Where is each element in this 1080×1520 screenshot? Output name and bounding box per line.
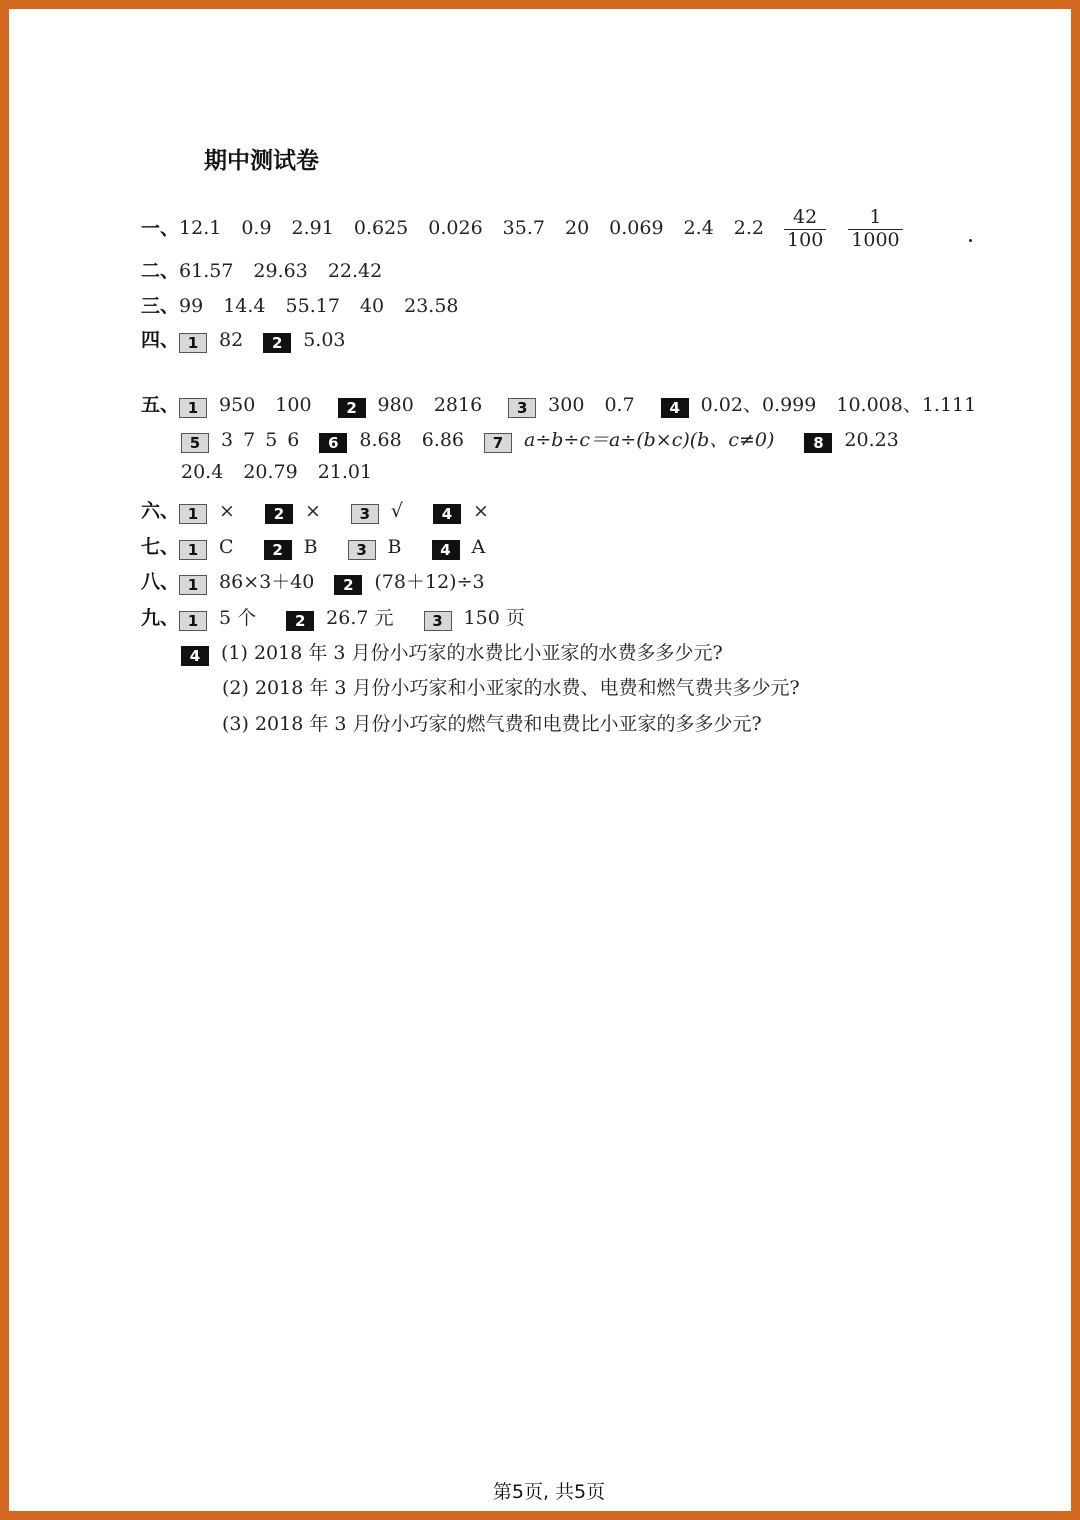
answer-value: 26.7 元: [326, 607, 394, 629]
question-number-badge: 1: [179, 575, 207, 595]
question-number-badge: 2: [263, 333, 291, 353]
page-footer: 第5页, 共5页: [492, 1481, 606, 1503]
answer-value: 29.63: [253, 260, 308, 282]
question-number-badge: 1: [179, 333, 207, 353]
answer-mark: ×: [219, 500, 235, 522]
question-number-badge: 2: [265, 504, 293, 524]
answer-value: 2816: [433, 394, 483, 416]
section-6: [141, 496, 509, 524]
stray-dot: [969, 239, 972, 242]
question-number-badge: 7: [484, 433, 512, 453]
answer-choice: B: [387, 536, 402, 558]
question-number-badge: 2: [286, 611, 314, 631]
section-label: 四、: [141, 329, 180, 351]
answer-value: 40: [359, 295, 385, 317]
answer-value: 8.68: [359, 429, 402, 451]
question-number-badge: 1: [179, 504, 207, 524]
answer-value: 0.026: [428, 217, 483, 240]
answer-value: 20.4: [181, 461, 224, 483]
answer-value: 6.86: [421, 429, 464, 451]
answer-value: 61.57: [179, 260, 234, 282]
answer-choice: C: [219, 536, 234, 558]
fraction: [784, 208, 826, 251]
section-1: [141, 208, 925, 251]
answer-value: 5 个: [219, 607, 257, 629]
question-text: (1) 2018 年 3 月份小巧家的水费比小亚家的水费多多少元?: [221, 642, 723, 664]
question-number-badge: 4: [432, 540, 460, 560]
answer-value: 3: [221, 429, 234, 451]
answer-value: 980: [377, 394, 414, 416]
answer-value: 20: [564, 217, 590, 240]
section-9-question-4-line-3: [222, 709, 762, 736]
question-number-badge: 4: [433, 504, 461, 524]
section-4: [141, 325, 366, 353]
question-text: (2) 2018 年 3 月份小巧家和小亚家的水费、电费和燃气费共多少元?: [222, 677, 800, 699]
answer-value: 20.23: [844, 429, 899, 451]
answer-value: 7: [243, 429, 256, 451]
section-5: [141, 390, 996, 418]
fraction-denominator: 1000: [851, 228, 900, 251]
answer-value: 14.4: [223, 295, 266, 317]
section-label: 八、: [141, 571, 180, 593]
answer-mark: ×: [304, 500, 321, 522]
question-number-badge: 2: [338, 398, 366, 418]
answer-expression: 86×3＋40: [219, 571, 315, 593]
question-number-badge: 6: [319, 433, 347, 453]
answer-value: 12.1: [179, 217, 222, 240]
page-title: 期中测试卷: [204, 148, 319, 174]
answer-value: 100: [275, 394, 312, 416]
answer-value: 0.02、0.999: [700, 394, 817, 416]
fraction-numerator: 42: [784, 208, 826, 230]
section-label: 五、: [141, 394, 180, 416]
section-9-question-4: [181, 638, 723, 666]
question-number-badge: 3: [351, 504, 379, 524]
answer-value: 150 页: [463, 607, 525, 629]
answer-value: 20.79: [243, 461, 298, 483]
section-label: 六、: [141, 500, 180, 522]
answer-value: 23.58: [404, 295, 459, 317]
answer-value: 22.42: [327, 260, 383, 282]
question-number-badge: 1: [179, 540, 207, 560]
section-label: 七、: [141, 536, 180, 558]
question-number-badge: 3: [508, 398, 536, 418]
answer-value: 6: [287, 429, 300, 451]
formula: a÷b÷c＝a÷(b×c)(b、c≠0): [524, 429, 775, 451]
section-3: [141, 291, 479, 318]
question-number-badge: 4: [181, 646, 209, 666]
answer-value: 82: [219, 329, 244, 351]
answer-value: 0.069: [609, 217, 664, 240]
question-number-badge: 3: [348, 540, 376, 560]
question-number-badge: 8: [804, 433, 832, 453]
answer-value: 300: [548, 394, 585, 416]
answer-value: 21.01: [317, 461, 373, 483]
answer-value: 99: [179, 295, 204, 317]
answer-value: 5: [265, 429, 278, 451]
fraction: [848, 208, 902, 251]
answer-value: 2.4: [683, 217, 714, 240]
answer-value: 0.7: [604, 394, 635, 416]
answer-value: 35.7: [502, 217, 545, 240]
question-number-badge: 2: [334, 575, 362, 595]
question-number-badge: 3: [424, 611, 452, 631]
section-label: 三、: [141, 295, 180, 317]
fraction-denominator: 100: [787, 228, 824, 251]
answer-value: 0.625: [353, 217, 409, 240]
answer-value: 5.03: [303, 329, 346, 351]
answer-expression: (78＋12)÷3: [374, 571, 485, 593]
answer-value: 10.008、1.111: [836, 394, 977, 416]
section-7: [141, 532, 505, 560]
section-label: 九、: [141, 607, 180, 629]
question-text: (3) 2018 年 3 月份小巧家的燃气费和电费比小亚家的多多少元?: [222, 713, 762, 735]
question-number-badge: 2: [264, 540, 292, 560]
answer-value: 2.2: [733, 217, 765, 240]
answer-mark: ×: [472, 500, 489, 522]
question-number-badge: 5: [181, 433, 209, 453]
section-label: 一、: [141, 217, 180, 240]
fraction-numerator: 1: [848, 208, 902, 230]
question-number-badge: 1: [179, 398, 207, 418]
section-9: [141, 603, 545, 631]
question-number-badge: 4: [661, 398, 689, 418]
answer-value: 0.9: [241, 217, 272, 240]
answer-value: 55.17: [285, 295, 340, 317]
answer-value: 950: [219, 394, 256, 416]
question-number-badge: 1: [179, 611, 207, 631]
section-2: [141, 256, 402, 283]
section-8: [141, 567, 505, 595]
section-9-question-4-line-2: [222, 673, 800, 700]
section-5-continued: [181, 461, 392, 483]
answer-choice: A: [471, 536, 486, 558]
section-label: 二、: [141, 260, 180, 282]
answer-choice: B: [303, 536, 318, 558]
answer-mark: √: [390, 500, 403, 522]
section-5-continued: [181, 425, 899, 453]
answer-value: 2.91: [291, 217, 334, 240]
